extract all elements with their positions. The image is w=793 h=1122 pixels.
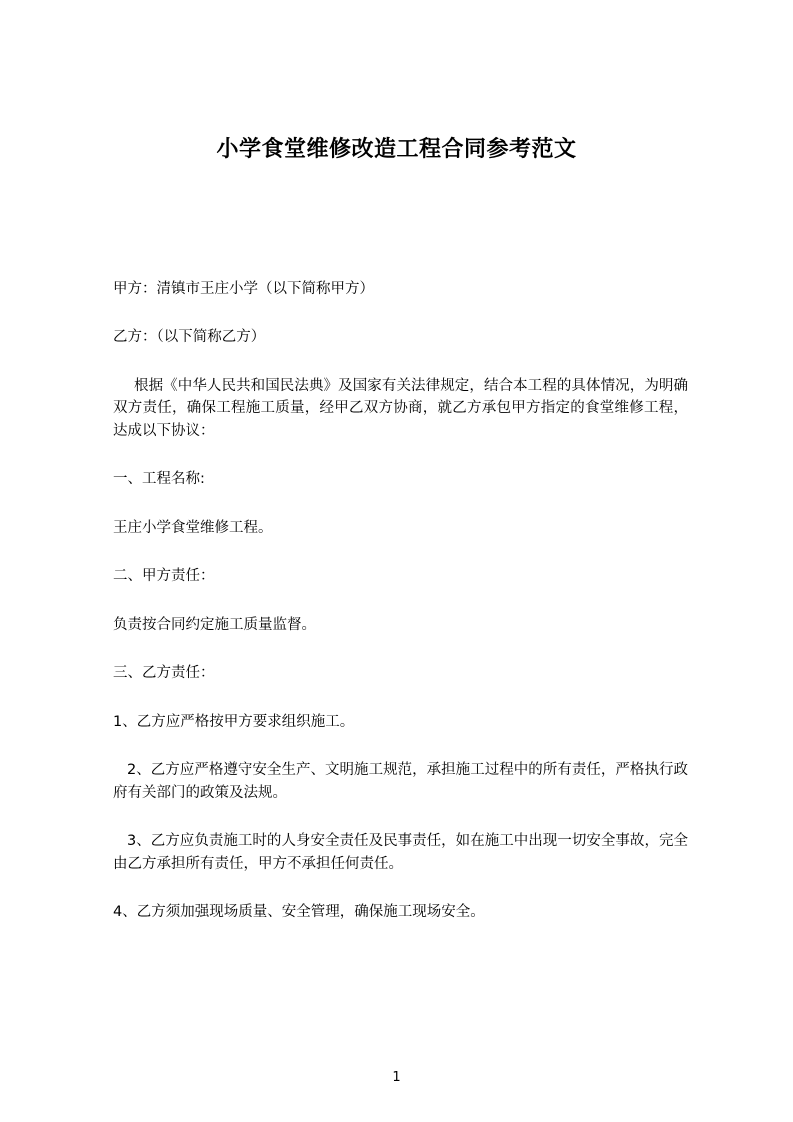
- paragraph-party-b-item-1: 1、乙方应严格按甲方要求组织施工。: [113, 713, 355, 730]
- heading-project-name: 一、工程名称:: [113, 471, 205, 488]
- paragraph-party-b-item-2: 2、乙方应严格遵守安全生产、文明施工规范，承担施工过程中的所有责任，严格执行政府有关部门的政策及法规。: [113, 762, 688, 801]
- paragraph-party-a: 甲方：清镇市王庄小学（以下简称甲方）: [113, 281, 374, 297]
- document-body: [113, 278, 688, 949]
- paragraph-party-a-duties: 负责按合同约定施工质量监督。: [113, 616, 316, 633]
- paragraph-project-name: 王庄小学食堂维修工程。: [113, 519, 273, 536]
- page-number: 1: [392, 1070, 401, 1085]
- paragraph-preamble: 根据《中华人民共和国民法典》及国家有关法律规定，结合本工程的具体情况，为明确双方责任，确保工程施工质量，经甲乙双方协商，就乙方承包甲方指定的食堂维修工程，达成以下协议：: [113, 377, 688, 439]
- paragraph-party-b-item-3: 3、乙方应负责施工时的人身安全责任及民事责任，如在施工中出现一切安全事故，完全由乙方承担所有责任，甲方不承担任何责任。: [113, 833, 688, 872]
- page-title: 小学食堂维修改造工程合同参考范文: [216, 137, 577, 162]
- heading-party-a-duties: 二、甲方责任：: [113, 568, 215, 585]
- heading-party-b-duties: 三、乙方责任：: [113, 665, 215, 682]
- paragraph-party-b-item-4: 4、乙方须加强现场质量、安全管理，确保施工现场安全。: [113, 904, 485, 921]
- paragraph-party-b: 乙方：（以下简称乙方）: [113, 329, 266, 346]
